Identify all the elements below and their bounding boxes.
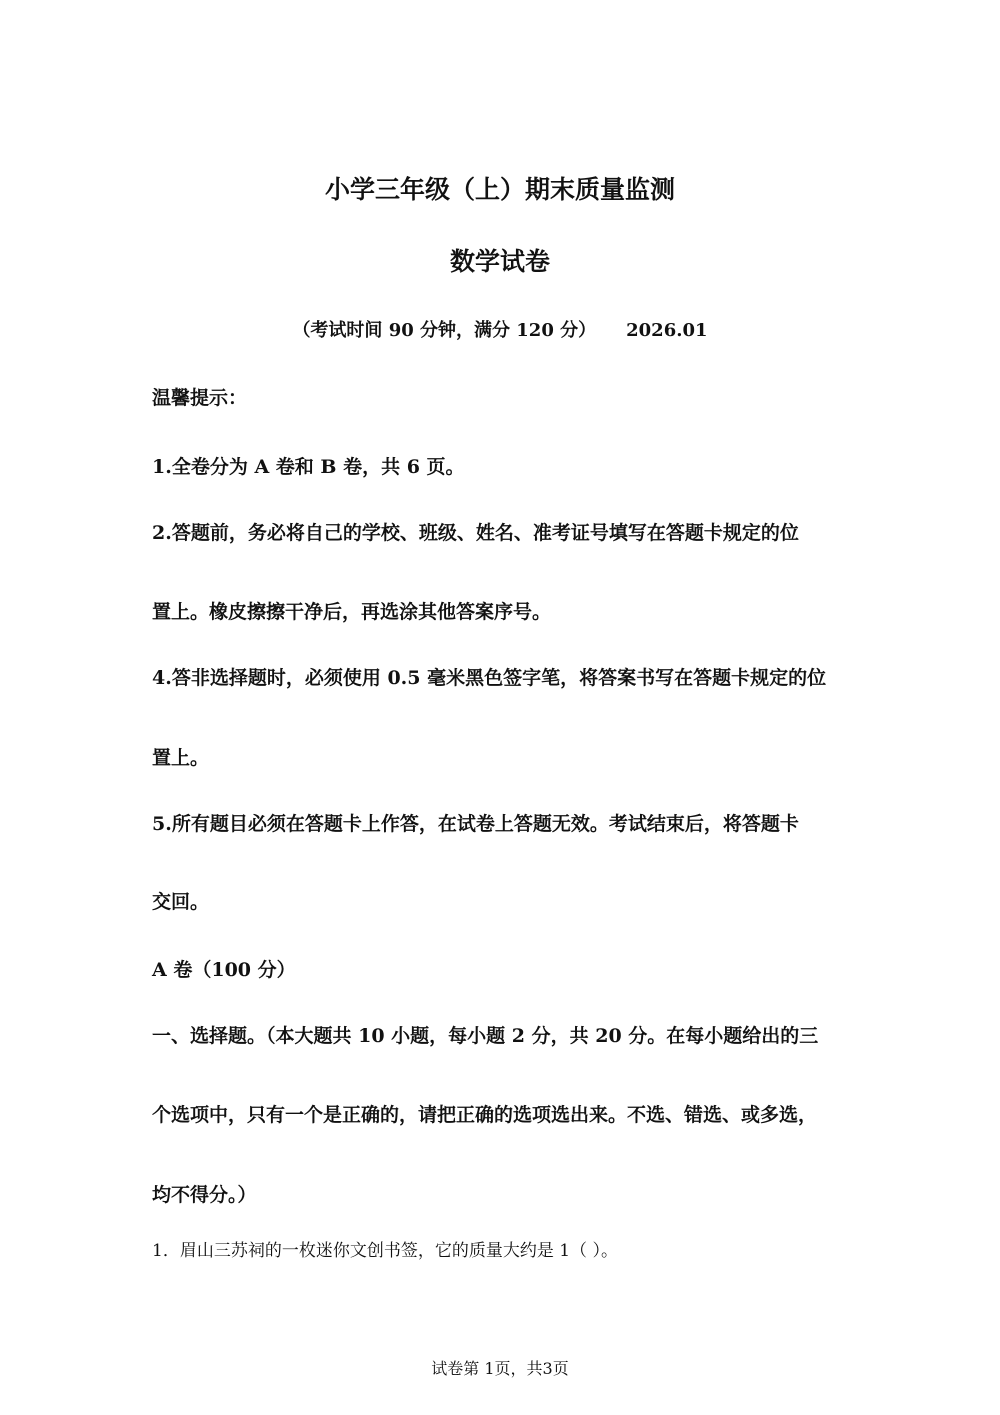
tip-line: 1.全卷分为 A 卷和 B 卷，共 6 页。 <box>152 456 465 478</box>
section-instruction-line: 一、选择题。（本大题共 10 小题，每小题 2 分，共 20 分。在每小题给出的三 <box>152 1025 819 1047</box>
tip-line: 置上。橡皮擦擦干净后，再选涂其他答案序号。 <box>152 601 552 623</box>
exam-duration-score: （考试时间 90 分钟，满分 120 分） <box>292 320 597 341</box>
tip-line: 交回。 <box>152 891 210 913</box>
page-footer: 试卷第 1页，共3页 <box>431 1359 569 1378</box>
exam-date: 2026.01 <box>626 320 708 341</box>
page-title: 小学三年级（上）期末质量监测 <box>324 175 675 204</box>
exam-info <box>0 316 1000 342</box>
tip-line: 4.答非选择题时，必须使用 0.5 毫米黑色签字笔，将答案书写在答题卡规定的位 <box>152 667 827 689</box>
tip-line: 5.所有题目必须在答题卡上作答，在试卷上答题无效。考试结束后，将答题卡 <box>152 813 799 835</box>
section-instruction-line: 个选项中，只有一个是正确的，请把正确的选项选出来。不选、错选、或多选， <box>152 1104 818 1126</box>
tip-line: 2.答题前，务必将自己的学校、班级、姓名、准考证号填写在答题卡规定的位 <box>152 522 799 544</box>
section-instruction-line: 均不得分。） <box>152 1184 257 1206</box>
section-heading: A 卷（100 分） <box>152 959 296 981</box>
question-item: 1．眉山三苏祠的一枚迷你文创书签，它的质量大约是 1（ ）。 <box>152 1241 618 1261</box>
tip-line: 置上。 <box>152 747 210 769</box>
page-subtitle: 数学试卷 <box>449 247 550 276</box>
tips-heading: 温馨提示： <box>152 387 248 409</box>
